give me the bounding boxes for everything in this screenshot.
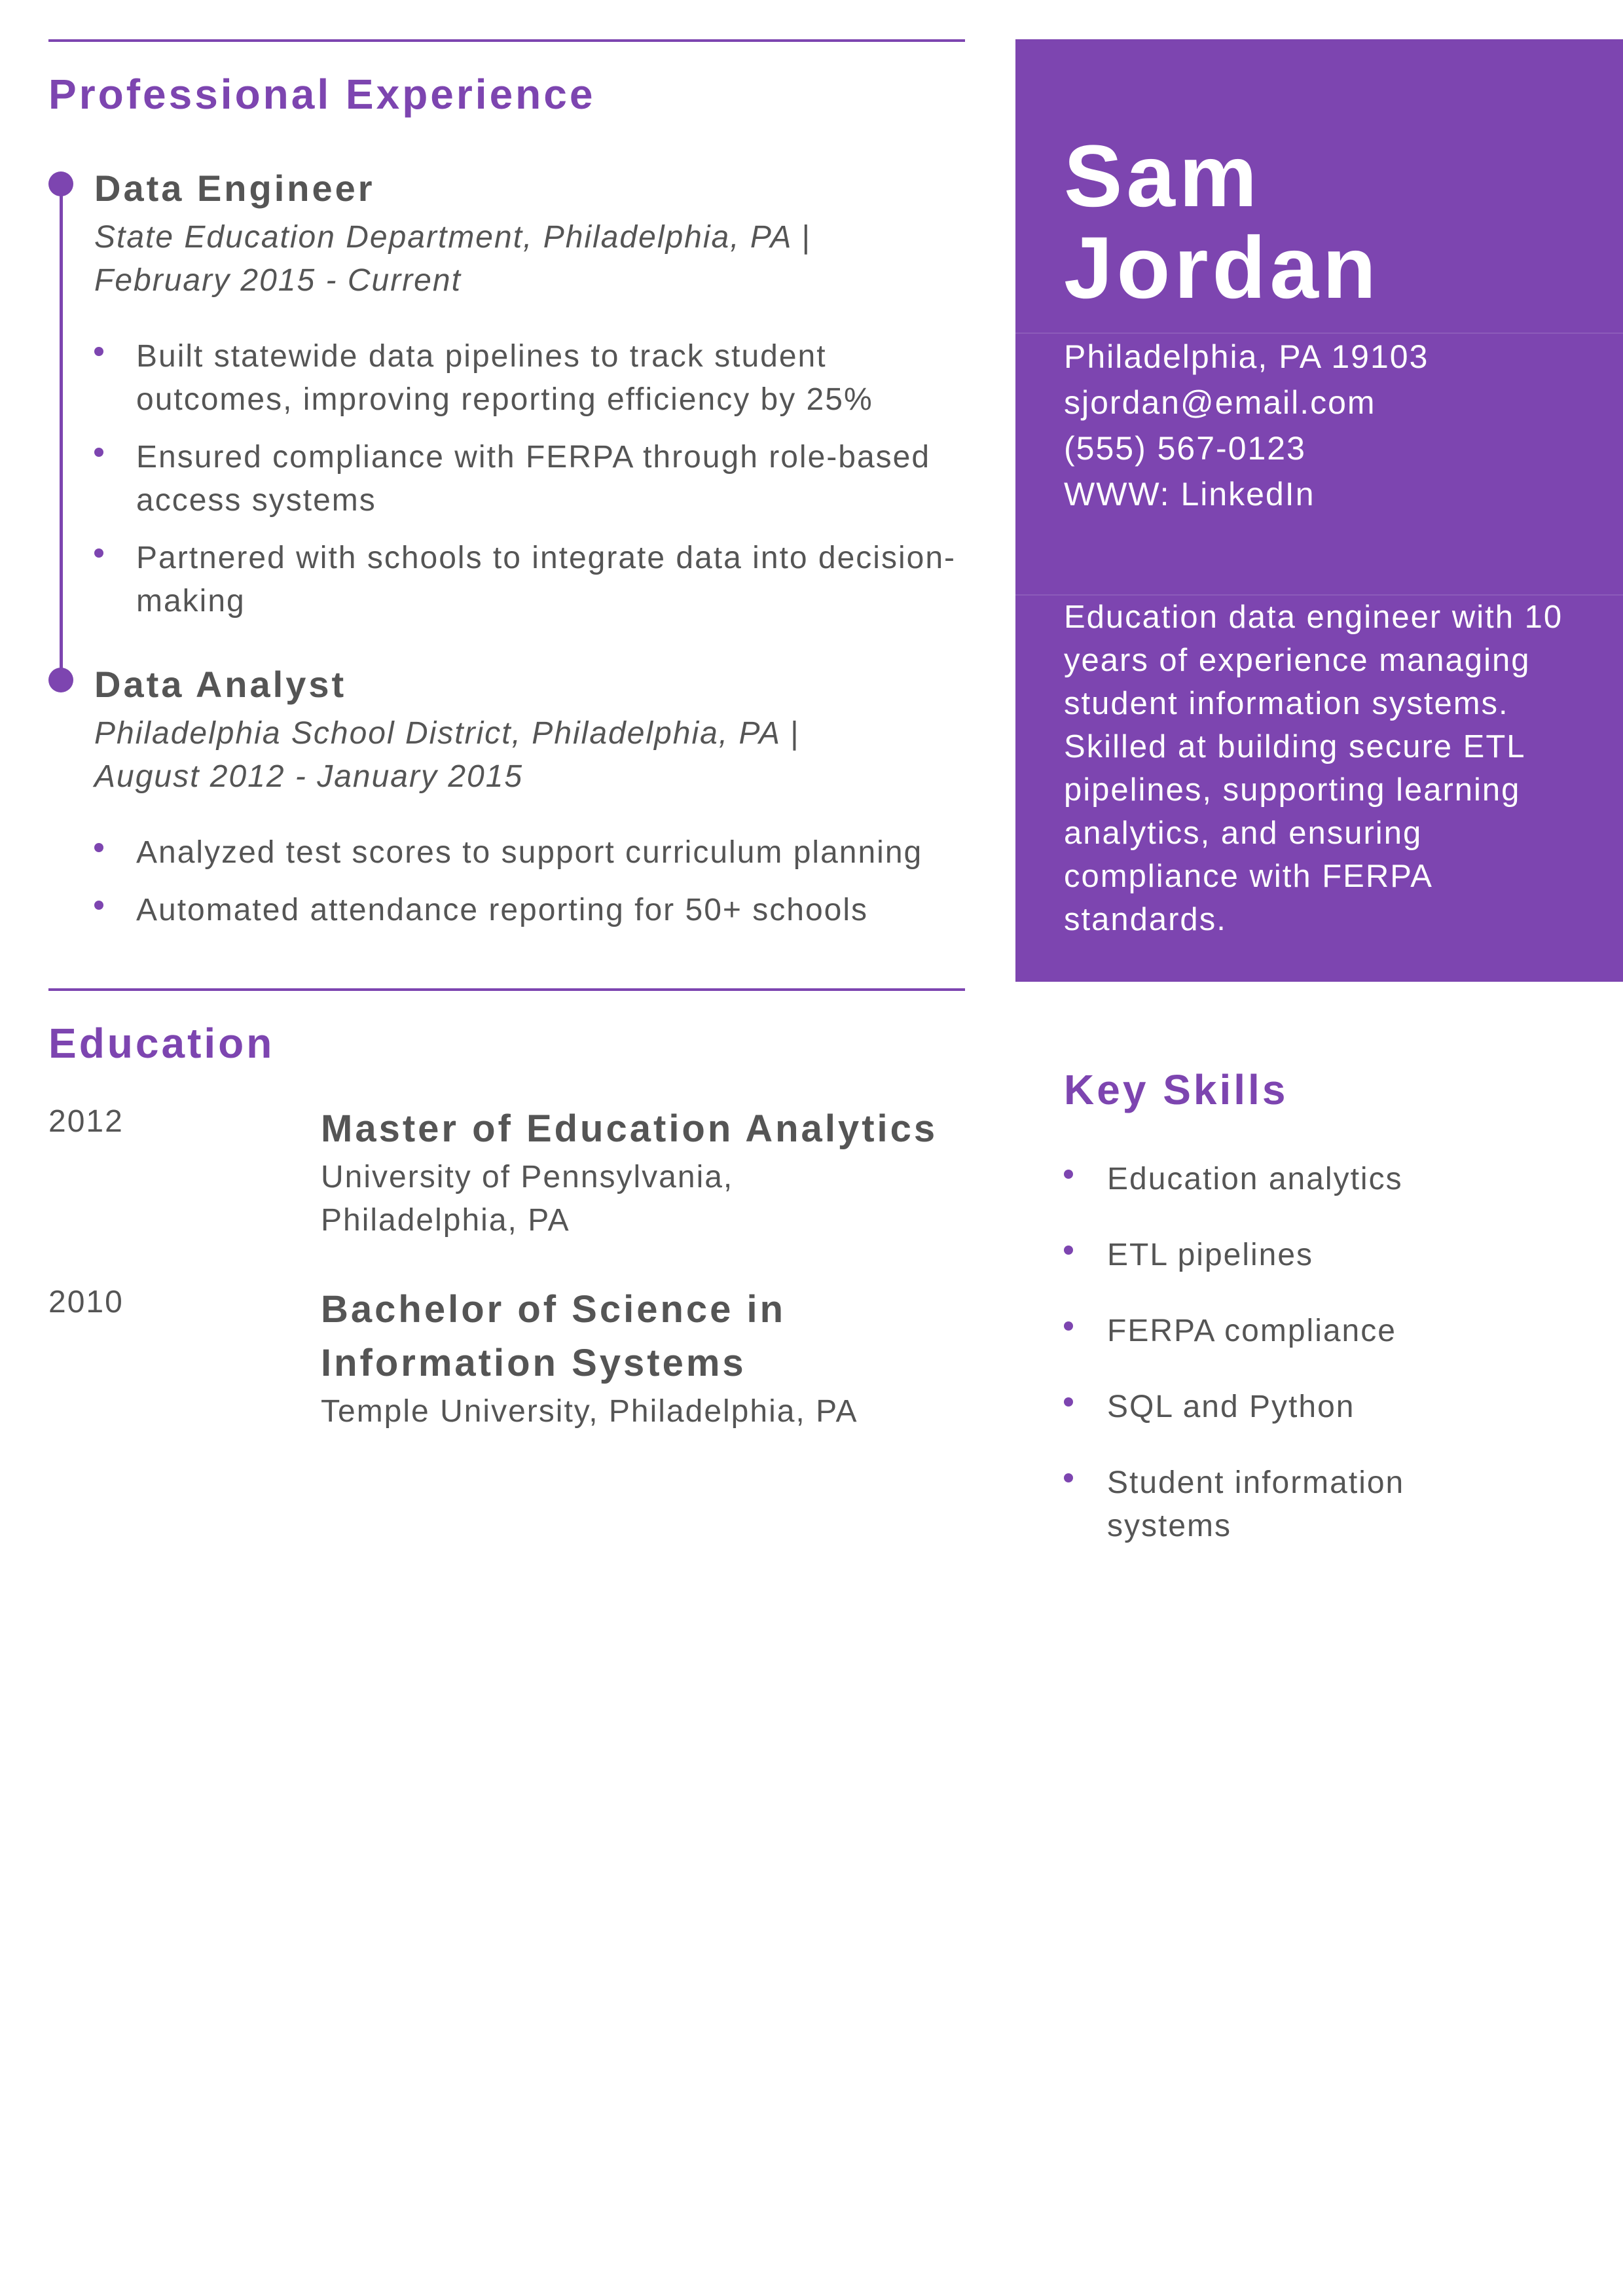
professional-summary: Education data engineer with 10 years of experience managing student information systems. Skilled at building secure ETL pipelines, supporting learning analytics, and ensuring compliance with FERPA standards. xyxy=(1064,600,1563,937)
education-degree: Master of Education Analytics xyxy=(321,1107,938,1150)
list-item xyxy=(1064,1310,1474,1353)
list-item xyxy=(94,537,965,623)
bullet-icon xyxy=(1064,1397,1073,1407)
list-item xyxy=(1064,1158,1474,1201)
name-last: Jordan xyxy=(1064,219,1380,317)
bullet-icon xyxy=(1064,1473,1073,1482)
bullet-icon xyxy=(94,901,103,910)
education-heading: Education xyxy=(48,1020,275,1067)
job-bullets xyxy=(94,335,965,623)
education-year: 2012 xyxy=(48,1104,124,1139)
bullet-icon xyxy=(1064,1246,1073,1255)
list-item xyxy=(1064,1386,1474,1429)
education-degree: Bachelor of Science in Information Systems xyxy=(321,1288,786,1384)
skills-list xyxy=(1064,1158,1601,1548)
bullet-icon xyxy=(1064,1321,1073,1331)
experience-divider xyxy=(48,39,965,42)
job-employer-location: Philadelphia School District, Philadelphia, PA | xyxy=(94,716,799,751)
timeline-dot-icon xyxy=(48,668,73,692)
education-school-line: University of Pennsylvania, xyxy=(321,1160,734,1194)
left-column xyxy=(48,39,965,1444)
skill-text: Education analytics xyxy=(1107,1162,1403,1197)
skill-text: SQL and Python xyxy=(1107,1390,1355,1425)
education-entry xyxy=(48,1106,965,1244)
profile-panel xyxy=(1015,39,1623,982)
education-list xyxy=(48,1106,965,1444)
skills-heading: Key Skills xyxy=(1064,1066,1288,1114)
education-details xyxy=(321,1287,969,1433)
bullet-text: Built statewide data pipelines to track student outcomes, improving reporting efficiency by 25% xyxy=(136,339,873,417)
job-meta xyxy=(94,712,965,798)
education-details xyxy=(321,1106,969,1242)
experience-heading: Professional Experience xyxy=(48,71,596,118)
bullet-icon xyxy=(94,448,103,457)
skill-text: Student information systems xyxy=(1107,1465,1405,1544)
education-year: 2010 xyxy=(48,1285,124,1319)
list-item xyxy=(94,436,965,522)
job-title: Data Analyst xyxy=(94,664,347,705)
contact-phone: (555) 567-0123 xyxy=(1064,430,1306,467)
bullet-icon xyxy=(94,347,103,356)
candidate-name xyxy=(1064,128,1380,317)
bullet-icon xyxy=(1064,1170,1073,1179)
job-dates: February 2015 - Current xyxy=(94,263,462,298)
skill-text: FERPA compliance xyxy=(1107,1314,1396,1349)
job-entry xyxy=(48,666,965,932)
list-item xyxy=(1064,1234,1474,1277)
list-item xyxy=(94,889,965,932)
bullet-text: Ensured compliance with FERPA through role-based access systems xyxy=(136,440,931,518)
job-employer-location: State Education Department, Philadelphia, PA | xyxy=(94,220,811,255)
contact-website-link[interactable]: WWW: LinkedIn xyxy=(1064,476,1315,512)
timeline-dot-icon xyxy=(48,171,73,196)
skills-section xyxy=(1064,1034,1601,1581)
name-first: Sam xyxy=(1064,128,1262,225)
bullet-icon xyxy=(94,843,103,852)
list-item xyxy=(94,831,965,874)
job-title: Data Engineer xyxy=(94,168,375,209)
contact-info xyxy=(1064,334,1429,517)
bullet-text: Analyzed test scores to support curriculum planning xyxy=(136,835,923,870)
bullet-icon xyxy=(94,548,103,558)
bullet-text: Partnered with schools to integrate data into decision-making xyxy=(136,541,956,619)
education-school xyxy=(321,1390,969,1433)
education-school-line: Temple University, Philadelphia, PA xyxy=(321,1394,858,1429)
list-item xyxy=(94,335,965,422)
education-school xyxy=(321,1156,969,1242)
education-school-line: Philadelphia, PA xyxy=(321,1203,570,1238)
bullet-text: Automated attendance reporting for 50+ schools xyxy=(136,893,868,927)
job-bullets xyxy=(94,831,965,932)
job-entry xyxy=(48,170,965,623)
contact-location: Philadelphia, PA 19103 xyxy=(1064,338,1429,375)
experience-timeline xyxy=(48,170,965,932)
job-meta xyxy=(94,216,965,302)
education-entry xyxy=(48,1287,965,1444)
job-dates: August 2012 - January 2015 xyxy=(94,759,524,794)
education-divider xyxy=(48,988,965,991)
list-item xyxy=(1064,1462,1474,1548)
contact-email[interactable]: sjordan@email.com xyxy=(1064,384,1376,421)
skill-text: ETL pipelines xyxy=(1107,1238,1314,1273)
